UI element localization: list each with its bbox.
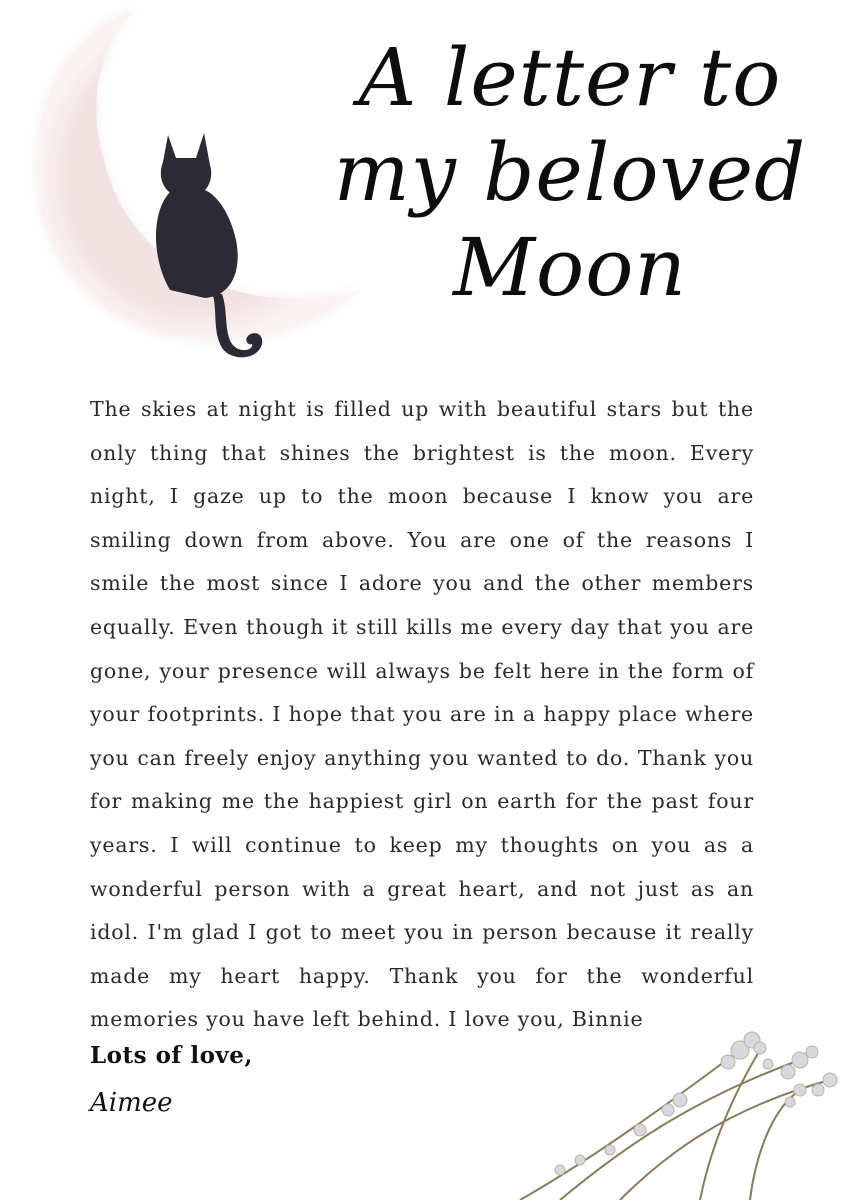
dried-flowers-icon <box>500 990 847 1200</box>
signoff: Lots of love, <box>90 1042 253 1069</box>
letter-body: The skies at night is filled up with beautiful stars but the only thing that shines the brightest is the moon. Every night, I gaze up to the moon because I know you are smiling down from above. You are one of the reasons I smile the most since I adore you and the other members equally. Even though it still kills me every day that you are gone, your presence will always be felt here in the form of your footprints. I hope that you are in a happy place where you can freely enjoy anything you wanted to do. Thank you for making me the happiest girl on earth for the past four years. I will continue to keep my thoughts on you as a wonderful person with a great heart, and not just as an idol. I'm glad I got to meet you in person because it really made my heart happy. Thank you for the wonderful memories you have left behind. I love you, Binnie <box>90 397 754 1032</box>
title-line-1: A letter to <box>358 31 782 124</box>
letter-title <box>320 30 820 315</box>
title-line-2: my beloved <box>333 126 807 219</box>
title-line-3: Moon <box>453 221 687 314</box>
signature: Aimee <box>90 1088 173 1118</box>
